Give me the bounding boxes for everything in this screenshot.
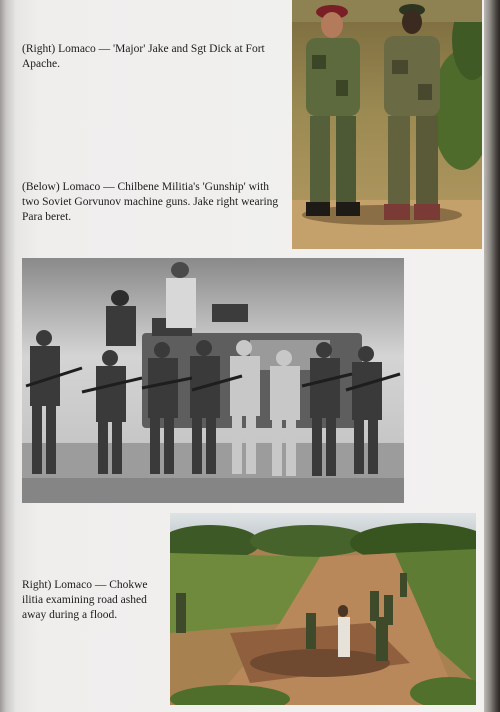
page-gutter-shadow: [484, 0, 500, 712]
caption-below: (Below) Lomaco — Chilbene Militia's 'Gunship' with two Soviet Gorvunov machine guns. Jake right wearing Para beret.: [22, 181, 279, 223]
photo-militia-gunship: [22, 258, 404, 503]
caption-bottom-right: Right) Lomaco — Chokwe ilitia examining road ashed away during a flood.: [22, 579, 148, 621]
photo-two-soldiers: [292, 0, 482, 249]
photo-flooded-road: [170, 513, 476, 705]
caption-top-right: (Right) Lomaco — 'Major' Jake and Sgt Dick at Fort Apache.: [22, 43, 265, 70]
